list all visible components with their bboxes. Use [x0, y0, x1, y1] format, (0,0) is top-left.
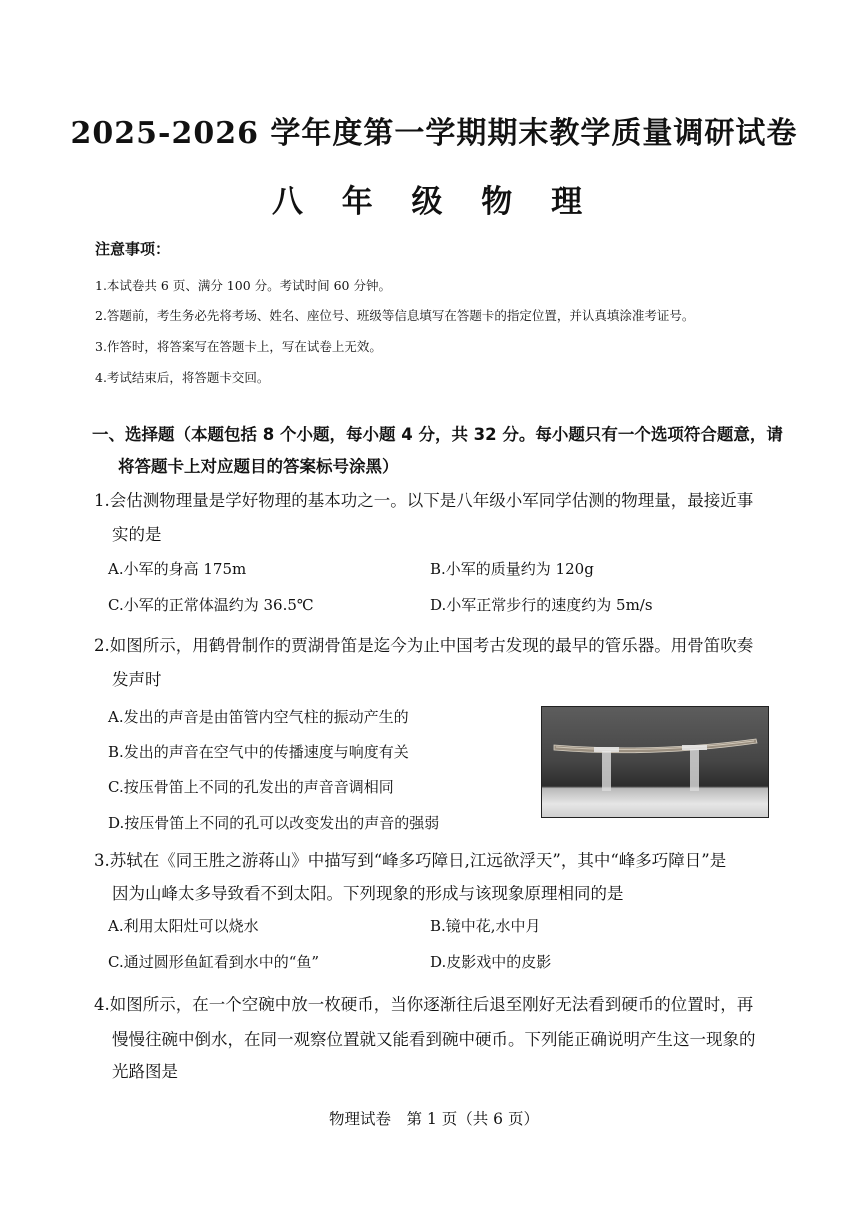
- page-footer: 物理试卷 第 1 页（共 6 页）: [329, 1110, 539, 1128]
- question-1-option-c: C.小军的正常体温约为 36.5℃: [108, 596, 314, 614]
- question-2-option-c: C.按压骨笛上不同的孔发出的声音音调相同: [108, 778, 394, 796]
- question-3-option-b: B.镜中花,水中月: [430, 917, 541, 935]
- notice-heading: 注意事项：: [95, 240, 171, 258]
- notice-item: 4.考试结束后，将答题卡交回。: [95, 370, 270, 385]
- question-1-option-b: B.小军的质量约为 120g: [430, 560, 594, 578]
- question-3-stem-cont: 因为山峰太多导致看不到太阳。下列现象的形成与该现象原理相同的是: [112, 884, 624, 903]
- bone-flute-photo: [541, 706, 769, 818]
- question-2-option-d: D.按压骨笛上不同的孔可以改变发出的声音的强弱: [108, 814, 440, 832]
- question-4-stem-cont2: 光路图是: [112, 1062, 178, 1081]
- question-2-option-b: B.发出的声音在空气中的传播速度与响度有关: [108, 743, 409, 761]
- question-3-option-a: A.利用太阳灶可以烧水: [108, 917, 259, 935]
- question-3-option-d: D.皮影戏中的皮影: [430, 953, 552, 971]
- exam-subject: 八 年 级 物 理: [271, 184, 597, 220]
- question-1-option-d: D.小军正常步行的速度约为 5m/s: [430, 596, 653, 614]
- question-2-stem: 2.如图所示，用鹤骨制作的贾湖骨笛是迄今为止中国考古发现的最早的管乐器。用骨笛吹奏: [94, 636, 754, 655]
- section-heading-line2: 将答题卡上对应题目的答案标号涂黑）: [118, 457, 399, 476]
- question-3-option-c: C.通过圆形鱼缸看到水中的“鱼”: [108, 953, 320, 971]
- section-heading: 一、选择题（本题包括 8 个小题，每小题 4 分，共 32 分。每小题只有一个选项符合题意，请: [92, 425, 783, 444]
- question-2-stem-cont: 发声时: [112, 670, 162, 689]
- question-4-stem: 4.如图所示，在一个空碗中放一枚硬币，当你逐渐往后退至刚好无法看到硬币的位置时，再: [94, 995, 754, 1014]
- question-4-stem-cont: 慢慢往碗中倒水，在同一观察位置就又能看到碗中硬币。下列能正确说明产生这一现象的: [112, 1030, 756, 1049]
- bone-flute-illustration: [542, 707, 768, 817]
- question-1-stem-cont: 实的是: [112, 525, 162, 544]
- notice-item: 1.本试卷共 6 页、满分 100 分。考试时间 60 分钟。: [95, 278, 391, 293]
- question-2-option-a: A.发出的声音是由笛管内空气柱的振动产生的: [108, 708, 409, 726]
- notice-item: 2.答题前，考生务必先将考场、姓名、座位号、班级等信息填写在答题卡的指定位置，并认真填涂准考证号。: [95, 308, 695, 323]
- notice-item: 3.作答时，将答案写在答题卡上，写在试卷上无效。: [95, 339, 382, 354]
- question-1-stem: 1.会估测物理量是学好物理的基本功之一。以下是八年级小军同学估测的物理量，最接近事: [94, 491, 754, 510]
- exam-title: 2025-2026 学年度第一学期期末教学质量调研试卷: [70, 116, 798, 151]
- question-1-option-a: A.小军的身高 175m: [108, 560, 247, 578]
- question-3-stem: 3.苏轼在《同王胜之游蒋山》中描写到“峰多巧障日,江远欲浮天”，其中“峰多巧障日”是: [94, 851, 727, 870]
